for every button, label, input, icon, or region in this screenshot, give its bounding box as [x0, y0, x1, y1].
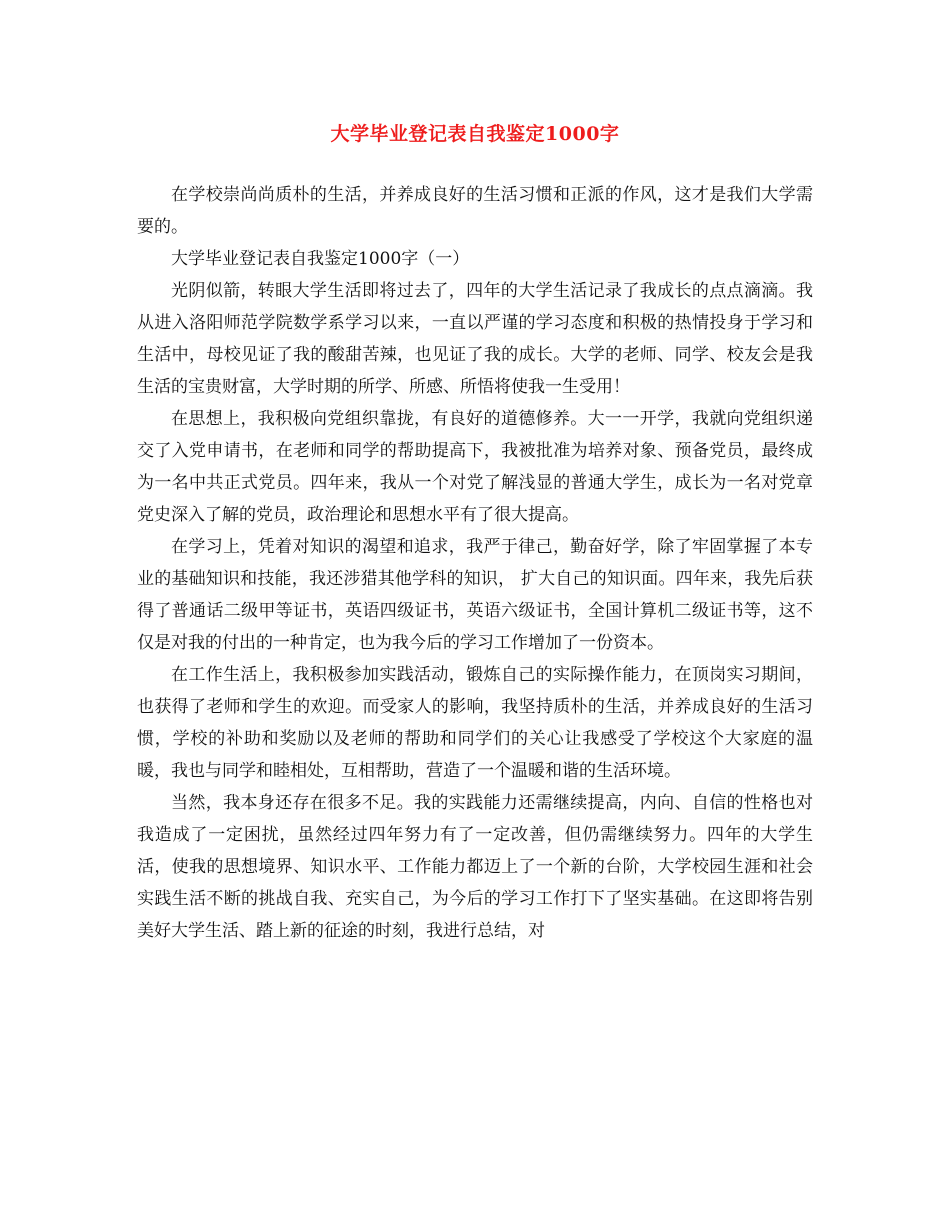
document-body	[137, 179, 813, 947]
paragraph-ideology: 在思想上，我积极向党组织靠拢，有良好的道德修养。大一一开学，我就向党组织递交了入党申请书，在老师和同学的帮助提高下，我被批准为培养对象、预备党员，最终成为一名中共正式党员。四年来，我从一个对党了解浅显的普通大学生，成长为一名对党章党史深入了解的党员，政治理论和思想水平有了很大提高。	[137, 409, 813, 525]
paragraph-intro: 在学校崇尚尚质朴的生活，并养成良好的生活习惯和正派的作风，这才是我们大学需要的。	[137, 185, 813, 237]
paragraph-opening: 光阴似箭，转眼大学生活即将过去了，四年的大学生活记录了我成长的点点滴滴。我从进入洛阳师范学院数学系学习以来，一直以严谨的学习态度和积极的热情投身于学习和生活中，母校见证了我的酸甜苦辣，也见证了我的成长。大学的老师、同学、校友会是我生活的宝贵财富，大学时期的所学、所感、所悟将使我一生受用！	[137, 281, 813, 397]
document-title: 大学毕业登记表自我鉴定1000字	[330, 123, 620, 145]
paragraph-shortcomings: 当然，我本身还存在很多不足。我的实践能力还需继续提高，内向、自信的性格也对我造成了一定困扰，虽然经过四年努力有了一定改善，但仍需继续努力。四年的大学生活，使我的思想境界、知识水平、工作能力都迈上了一个新的台阶，大学校园生涯和社会实践生活不断的挑战自我、充实自己，为今后的学习工作打下了坚实基础。在这即将告别美好大学生活、踏上新的征途的时刻，我进行总结，对	[137, 793, 813, 941]
paragraph-subheading: 大学毕业登记表自我鉴定1000字（一）	[171, 249, 470, 269]
paragraph-work-life: 在工作生活上，我积极参加实践活动，锻炼自己的实际操作能力，在顶岗实习期间，也获得了老师和学生的欢迎。而受家人的影响，我坚持质朴的生活，并养成良好的生活习惯，学校的补助和奖励以及老师的帮助和同学们的关心让我感受了学校这个大家庭的温暖，我也与同学和睦相处，互相帮助，营造了一个温暖和谐的生活环境。	[137, 665, 813, 781]
paragraph-study: 在学习上，凭着对知识的渴望和追求，我严于律己，勤奋好学，除了牢固掌握了本专业的基础知识和技能，我还涉猎其他学科的知识， 扩大自己的知识面。四年来，我先后获得了普通话二级甲等证书，英语四级证书，英语六级证书，全国计算机二级证书等，这不仅是对我的付出的一种肯定，也为我今后的学习工作增加了一份资本。	[137, 537, 813, 653]
